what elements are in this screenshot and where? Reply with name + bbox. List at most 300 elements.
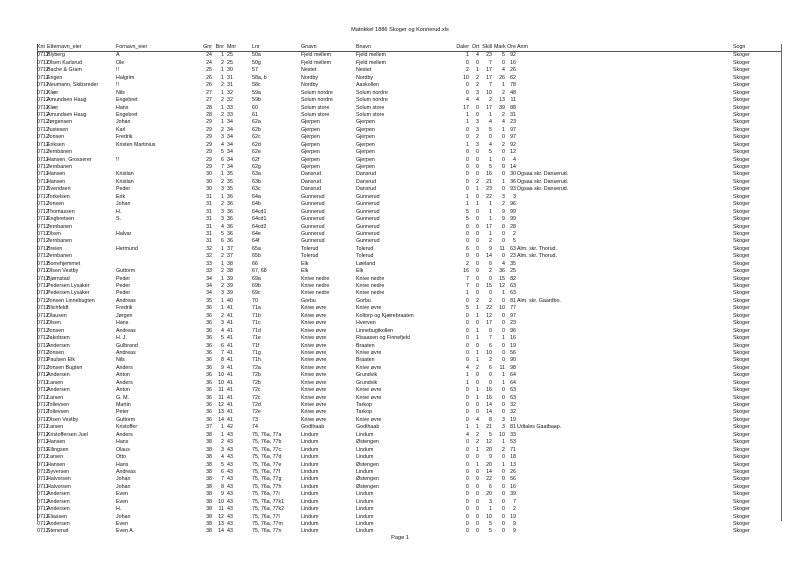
cell-fornavn: Hans xyxy=(116,439,129,446)
cell-daler: 6 xyxy=(466,245,469,252)
cell-ort: 1 xyxy=(476,387,479,394)
cell-skill: 0 xyxy=(489,290,492,297)
cell-lnr: 75, 76a, 77b xyxy=(252,439,282,446)
cell-ort: 0 xyxy=(476,238,479,245)
cell-knr: 0712 xyxy=(37,119,49,126)
cell-sogn: Skoger xyxy=(733,521,750,527)
cell-bnavn: Lindum xyxy=(356,513,374,520)
cell-daler: 0 xyxy=(466,186,469,193)
cell-etternavn: Olsen xyxy=(47,230,61,237)
cell-ort: 1 xyxy=(476,327,479,334)
cell-knr: 0712 xyxy=(37,468,49,475)
cell-mark: 1 xyxy=(502,290,505,297)
cell-mnr: 32 xyxy=(227,97,233,104)
cell-mnr: 43 xyxy=(227,491,233,498)
cell-fornavn: Peder xyxy=(116,275,131,282)
cell-ort: 1 xyxy=(476,201,479,208)
cell-bnavn: Grundvik xyxy=(356,372,378,379)
table-body xyxy=(37,52,781,535)
cell-lnr: 71g xyxy=(252,349,261,356)
cell-lnr: 60 xyxy=(252,104,258,111)
cell-knr: 0712 xyxy=(37,67,49,74)
cell-etternavn: Larsen xyxy=(47,424,64,431)
cell-ore: 48 xyxy=(510,89,516,96)
cell-daler: 1 xyxy=(466,201,469,208)
cell-fornavn: Anders xyxy=(116,379,133,386)
cell-mnr: 41 xyxy=(227,409,233,416)
cell-ort: 1 xyxy=(476,446,479,453)
cell-gnavn: Fjeld mellem xyxy=(301,59,332,66)
cell-ore: 63 xyxy=(510,387,516,394)
cell-gnr: 38 xyxy=(206,483,212,490)
cell-skill: 21 xyxy=(486,424,492,431)
cell-ore: 92 xyxy=(510,141,516,148)
cell-sogn: Skoger xyxy=(733,253,750,260)
header-lnr: Lnr xyxy=(252,44,260,50)
cell-ort: 0 xyxy=(476,402,479,408)
cell-bnr: 2 xyxy=(221,126,224,133)
cell-gnr: 29 xyxy=(206,119,212,126)
table-row xyxy=(37,432,781,439)
cell-gnavn: Knive øvre xyxy=(301,409,327,416)
cell-knr: 0712 xyxy=(37,111,49,118)
cell-skill: 0 xyxy=(489,379,492,386)
cell-ore: 11 xyxy=(510,97,516,104)
table-row xyxy=(37,134,781,141)
cell-etternavn: Larsen xyxy=(47,394,64,401)
cell-lnr: 67, 68 xyxy=(252,268,267,275)
cell-daler: 0 xyxy=(466,521,469,527)
cell-gnavn: Knive øvre xyxy=(301,335,327,342)
cell-sogn: Skoger xyxy=(733,476,750,483)
cell-mnr: 39 xyxy=(227,275,233,282)
cell-etternavn: Andersen xyxy=(47,387,70,394)
cell-ore: 78 xyxy=(510,82,516,89)
cell-mark: 1 xyxy=(502,372,505,379)
cell-fornavn: Engebret xyxy=(116,97,138,104)
cell-daler: 4 xyxy=(466,364,469,371)
cell-lnr: 74 xyxy=(252,424,258,431)
cell-gnavn: Knive nedre xyxy=(301,283,330,289)
table-row xyxy=(37,209,781,216)
cell-gnr: 38 xyxy=(206,528,212,535)
cell-mnr: 41 xyxy=(227,305,233,312)
cell-gnavn: Fjeld mellem xyxy=(301,52,332,59)
cell-bnr: 1 xyxy=(221,424,224,431)
cell-gnavn: Lindum xyxy=(301,439,319,446)
cell-daler: 1 xyxy=(466,193,469,200)
cell-ort: 2 xyxy=(476,364,479,371)
cell-lnr: 63a xyxy=(252,171,261,178)
cell-knr: 0712 xyxy=(37,379,49,386)
cell-gnavn: Gjerpen xyxy=(301,119,320,126)
cell-gnr: 38 xyxy=(206,439,212,446)
cell-daler: 0 xyxy=(466,402,469,408)
cell-skill: 1 xyxy=(489,506,492,513)
cell-mnr: 30 xyxy=(227,67,233,74)
cell-daler: 1 xyxy=(466,52,469,59)
cell-fornavn: !! xyxy=(116,67,119,74)
cell-bnavn: Gjerpen xyxy=(356,119,375,126)
table-row xyxy=(37,127,781,134)
cell-bnr: 9 xyxy=(221,491,224,498)
cell-mnr: 43 xyxy=(227,431,233,438)
cell-sogn: Skoger xyxy=(733,491,750,498)
cell-gnr: 26 xyxy=(206,74,212,81)
cell-lnr: 73 xyxy=(252,416,258,423)
cell-gnavn: Gunnerud xyxy=(301,223,325,230)
cell-fornavn: Hans xyxy=(116,461,129,468)
table-row xyxy=(37,365,781,372)
cell-ort: 0 xyxy=(476,245,479,252)
cell-ore: 5 xyxy=(513,238,516,245)
header-mark: Mark xyxy=(494,44,506,50)
cell-sogn: Skoger xyxy=(733,446,750,453)
cell-bnr: 1 xyxy=(221,119,224,126)
cell-fornavn: Anton xyxy=(116,372,130,379)
cell-mnr: 36 xyxy=(227,216,233,223)
cell-fornavn: Peter xyxy=(116,409,129,416)
cell-mark: 2 xyxy=(502,89,505,96)
cell-etternavn: Blyberg xyxy=(47,52,65,59)
cell-gnr: 38 xyxy=(206,446,212,453)
cell-bnavn: Gjerpen xyxy=(356,149,375,156)
cell-ore: 90 xyxy=(510,357,516,364)
cell-daler: 0 xyxy=(466,342,469,349)
cell-gnavn: Gunnerud xyxy=(301,216,325,223)
cell-ore: 99 xyxy=(510,216,516,223)
cell-bnavn: Fjeld mellem xyxy=(356,59,387,66)
cell-skill: 5 xyxy=(489,521,492,527)
cell-knr: 0712 xyxy=(37,126,49,133)
cell-skill: 12 xyxy=(486,312,492,319)
cell-daler: 0 xyxy=(466,461,469,468)
cell-skill: 15 xyxy=(486,283,492,289)
table-row xyxy=(37,171,781,178)
cell-fornavn: Anton xyxy=(116,387,130,394)
cell-knr: 0712 xyxy=(37,454,49,461)
cell-etternavn: Jernbanen xyxy=(47,149,73,156)
cell-etternavn: Hansen, Grosserer xyxy=(47,156,92,163)
cell-sogn: Skoger xyxy=(733,59,750,66)
table-row xyxy=(37,372,781,379)
table-row xyxy=(37,343,781,350)
cell-mark: 0 xyxy=(502,498,505,505)
cell-gnavn: Gorbu xyxy=(301,297,316,304)
cell-bnavn: Knive øvre xyxy=(356,416,382,423)
cell-bnavn: Braaten xyxy=(356,357,375,364)
cell-ort: 0 xyxy=(476,476,479,483)
cell-lnr: 69b xyxy=(252,283,261,289)
cell-gnr: 38 xyxy=(206,461,212,468)
table-row xyxy=(37,90,781,97)
cell-gnavn: Knive øvre xyxy=(301,372,327,379)
cell-ore: 93 xyxy=(510,186,516,193)
cell-bnr: 6 xyxy=(221,156,224,163)
cell-daler: 1 xyxy=(466,290,469,297)
cell-sogn: Skoger xyxy=(733,156,750,163)
cell-ort: 0 xyxy=(476,193,479,200)
table-row xyxy=(37,499,781,506)
cell-daler: 5 xyxy=(466,208,469,215)
cell-sogn: Skoger xyxy=(733,126,750,133)
table-row xyxy=(37,469,781,476)
cell-sogn: Skoger xyxy=(733,238,750,245)
cell-mark: 3 xyxy=(502,416,505,423)
cell-etternavn: Kristoffersen Juel xyxy=(47,431,88,438)
cell-bnr: 2 xyxy=(221,59,224,66)
cell-gnr: 29 xyxy=(206,149,212,156)
cell-ort: 2 xyxy=(476,439,479,446)
cell-fornavn: !! xyxy=(116,156,119,163)
cell-bnr: 6 xyxy=(221,342,224,349)
cell-daler: 0 xyxy=(466,528,469,535)
cell-bnavn: Lindum xyxy=(356,521,374,527)
cell-mark: 0 xyxy=(502,521,505,527)
cell-bnavn: Knive øvre xyxy=(356,364,382,371)
cell-sogn: Skoger xyxy=(733,201,750,208)
cell-gnr: 29 xyxy=(206,134,212,141)
table-row xyxy=(37,350,781,357)
cell-mnr: 32 xyxy=(227,89,233,96)
cell-sogn: Skoger xyxy=(733,312,750,319)
cell-lnr: 75, 76a, 77f xyxy=(252,468,280,475)
cell-fornavn: Peder xyxy=(116,283,131,289)
cell-bnavn: Elk xyxy=(356,268,364,275)
cell-daler: 0 xyxy=(466,238,469,245)
cell-bnavn: Løeland xyxy=(356,260,376,267)
cell-skill: 4 xyxy=(489,141,492,148)
cell-gnavn: Knive nedre xyxy=(301,290,330,297)
cell-sogn: Skoger xyxy=(733,171,750,178)
cell-bnr: 1 xyxy=(221,275,224,282)
cell-fornavn: Halgrim xyxy=(116,74,135,81)
cell-skill: 16 xyxy=(486,394,492,401)
cell-gnr: 38 xyxy=(206,506,212,513)
cell-daler: 1 xyxy=(466,372,469,379)
cell-lnr: 70 xyxy=(252,297,258,304)
cell-bnr: 13 xyxy=(218,521,224,527)
cell-gnr: 30 xyxy=(206,171,212,178)
table-row xyxy=(37,112,781,119)
cell-fornavn: Even xyxy=(116,498,129,505)
table-row xyxy=(37,224,781,231)
cell-mark: 26 xyxy=(499,74,505,81)
cell-lnr: 72c xyxy=(252,387,261,394)
cell-knr: 0712 xyxy=(37,402,49,408)
cell-etternavn: Torkelsen xyxy=(47,193,70,200)
cell-sogn: Skoger xyxy=(733,104,750,111)
cell-etternavn: Andersen xyxy=(47,342,70,349)
cell-mark: 0 xyxy=(502,483,505,490)
cell-fornavn: Even xyxy=(116,491,129,498)
cell-etternavn: Jernbanen xyxy=(47,253,73,260)
cell-sogn: Skoger xyxy=(733,357,750,364)
cell-fornavn: Kristen Martinius xyxy=(116,141,156,148)
cell-fornavn: Fredrik xyxy=(116,305,133,312)
cell-etternavn: Olsen Vestby xyxy=(47,416,79,423)
cell-mark: 0 xyxy=(502,59,505,66)
cell-gnavn: Gjerpen xyxy=(301,149,320,156)
cell-skill: 9 xyxy=(489,454,492,461)
cell-ort: 3 xyxy=(476,141,479,148)
cell-mnr: 35 xyxy=(227,186,233,193)
cell-fornavn: Erik xyxy=(116,193,126,200)
cell-gnr: 29 xyxy=(206,164,212,170)
cell-gnr: 36 xyxy=(206,372,212,379)
cell-skill: 17 xyxy=(486,74,492,81)
cell-mark: 2 xyxy=(502,111,505,118)
cell-ore: 62 xyxy=(510,74,516,81)
cell-ort: 2 xyxy=(476,74,479,81)
cell-etternavn: Jonsen xyxy=(47,349,65,356)
cell-sogn: Skoger xyxy=(733,379,750,386)
cell-ort: 0 xyxy=(476,290,479,297)
cell-etternavn: Andersen xyxy=(47,498,70,505)
cell-daler: 0 xyxy=(466,253,469,260)
cell-sogn: Skoger xyxy=(733,178,750,185)
cell-skill: 0 xyxy=(489,260,492,267)
cell-mnr: 43 xyxy=(227,454,233,461)
cell-bnr: 5 xyxy=(221,335,224,342)
cell-lnr: 66 xyxy=(252,260,258,267)
cell-bnavn: Lindum xyxy=(356,498,374,505)
cell-mnr: 39 xyxy=(227,283,233,289)
cell-bnavn: Gjerpen xyxy=(356,156,375,163)
cell-daler: 0 xyxy=(466,223,469,230)
cell-mark: 2 xyxy=(502,201,505,208)
cell-ore: 63 xyxy=(510,290,516,297)
cell-fornavn: Johan xyxy=(116,201,131,208)
cell-ort: 1 xyxy=(476,394,479,401)
cell-knr: 0712 xyxy=(37,104,49,111)
table-row xyxy=(37,179,781,186)
table-row xyxy=(37,253,781,260)
cell-skill: 12 xyxy=(486,439,492,446)
cell-bnavn: Knive nedre xyxy=(356,275,385,282)
cell-lnr: 64b xyxy=(252,201,261,208)
cell-gnavn: Lindum xyxy=(301,431,319,438)
cell-mark: 0 xyxy=(502,156,505,163)
cell-etternavn: Thomassen xyxy=(47,208,75,215)
cell-bnr: 5 xyxy=(221,149,224,156)
cell-sogn: Skoger xyxy=(733,364,750,371)
cell-knr: 0712 xyxy=(37,253,49,260)
cell-bnavn: Lindum xyxy=(356,454,374,461)
cell-fornavn: Andreas xyxy=(116,468,136,475)
cell-mnr: 36 xyxy=(227,223,233,230)
cell-etternavn: Engen xyxy=(47,74,63,81)
cell-knr: 0712 xyxy=(37,141,49,148)
cell-daler: 0 xyxy=(466,335,469,342)
cell-lnr: 65b xyxy=(252,253,261,260)
cell-daler: 1 xyxy=(466,119,469,126)
cell-etternavn: Syversen xyxy=(47,468,70,475)
cell-sogn: Skoger xyxy=(733,513,750,520)
cell-ore: 64 xyxy=(510,379,516,386)
cell-bnr: 8 xyxy=(221,357,224,364)
cell-knr: 0712 xyxy=(37,461,49,468)
cell-ore: 92 xyxy=(510,52,516,59)
cell-fornavn: G. M. xyxy=(116,394,129,401)
cell-lnr: 65a xyxy=(252,245,261,252)
cell-etternavn: Bache & Gram xyxy=(47,67,82,74)
cell-sogn: Skoger xyxy=(733,424,750,431)
cell-ort: 0 xyxy=(476,409,479,416)
cell-skill: 0 xyxy=(489,372,492,379)
cell-mark: 0 xyxy=(502,394,505,401)
cell-ort: 0 xyxy=(476,59,479,66)
cell-knr: 0712 xyxy=(37,349,49,356)
cell-daler: 0 xyxy=(466,178,469,185)
cell-ore: 31 xyxy=(510,111,516,118)
cell-gnr: 29 xyxy=(206,126,212,133)
cell-etternavn: Jonsen Linnebugten xyxy=(47,297,95,304)
cell-gnr: 36 xyxy=(206,357,212,364)
cell-fornavn: Andreas xyxy=(116,297,136,304)
cell-knr: 0712 xyxy=(37,59,49,66)
cell-gnr: 31 xyxy=(206,216,212,223)
cell-sogn: Skoger xyxy=(733,372,750,379)
table-row xyxy=(37,328,781,335)
table-row xyxy=(37,97,781,104)
cell-ort: 2 xyxy=(476,178,479,185)
cell-knr: 0712 xyxy=(37,439,49,446)
cell-ort: 3 xyxy=(476,89,479,96)
cell-fornavn: Guttorm xyxy=(116,268,136,275)
cell-gnavn: Gjerpen xyxy=(301,134,320,141)
cell-etternavn: Jakobsen xyxy=(47,335,70,342)
cell-gnavn: Gunnerud xyxy=(301,208,325,215)
cell-daler: 1 xyxy=(466,424,469,431)
cell-mark: 0 xyxy=(502,357,505,364)
cell-knr: 0712 xyxy=(37,230,49,237)
cell-skill: 5 xyxy=(489,431,492,438)
cell-daler: 4 xyxy=(466,97,469,104)
cell-gnr: 29 xyxy=(206,156,212,163)
cell-lnr: 75, 76a, 77g xyxy=(252,476,282,483)
cell-bnavn: Gunnerud xyxy=(356,208,380,215)
cell-gnr: 38 xyxy=(206,431,212,438)
table-row xyxy=(37,335,781,342)
cell-skill: 21 xyxy=(486,178,492,185)
cell-fornavn: Johan xyxy=(116,513,131,520)
table-row xyxy=(37,409,781,416)
cell-anm: Ogsaa skr. Danserud. xyxy=(517,171,569,178)
cell-mnr: 43 xyxy=(227,513,233,520)
cell-skill: 23 xyxy=(486,52,492,59)
cell-bnavn: Aaskollen xyxy=(356,82,379,89)
cell-gnr: 33 xyxy=(206,268,212,275)
cell-daler: 0 xyxy=(466,468,469,475)
cell-gnr: 25 xyxy=(206,67,212,74)
cell-bnavn: Gjerpen xyxy=(356,126,375,133)
cell-sogn: Skoger xyxy=(733,468,750,475)
cell-knr: 0712 xyxy=(37,186,49,193)
cell-bnavn: Solum nordre xyxy=(356,97,388,104)
table-row xyxy=(37,261,781,268)
table-row xyxy=(37,119,781,126)
cell-bnavn: Gunnerud xyxy=(356,238,380,245)
cell-knr: 0712 xyxy=(37,283,49,289)
cell-fornavn: Peder xyxy=(116,290,131,297)
cell-lnr: 71b xyxy=(252,312,261,319)
cell-gnr: 31 xyxy=(206,230,212,237)
cell-sogn: Skoger xyxy=(733,268,750,275)
cell-skill: 5 xyxy=(489,164,492,170)
cell-bnavn: Lindum xyxy=(356,491,374,498)
cell-ore: 64 xyxy=(510,372,516,379)
